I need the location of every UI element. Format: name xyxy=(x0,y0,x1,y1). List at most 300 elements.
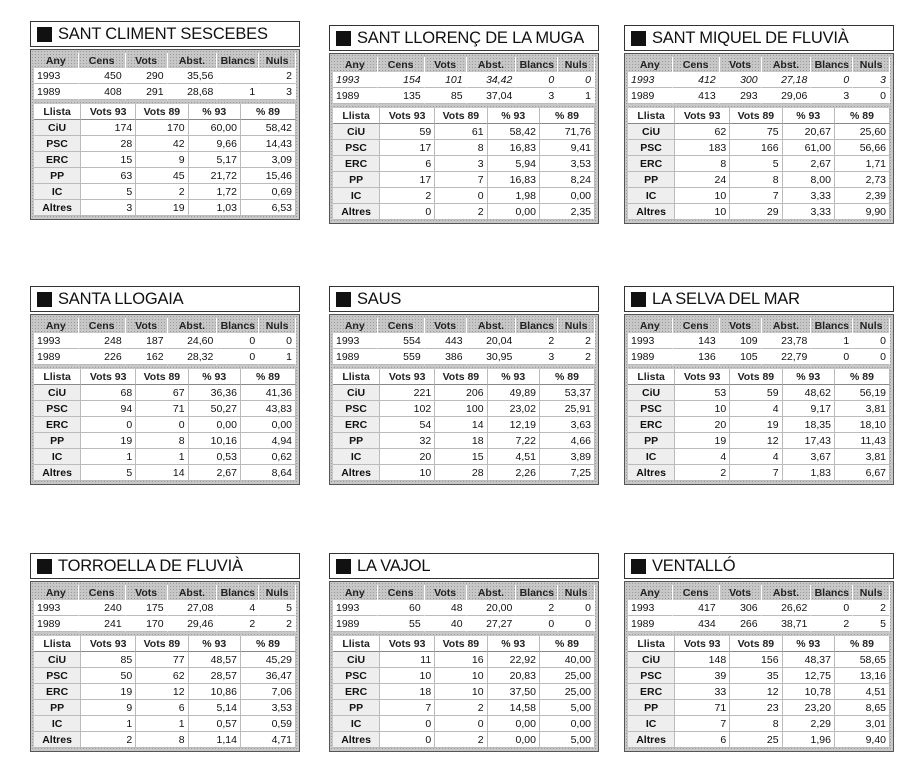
party-row xyxy=(34,433,296,449)
party-value: 16 xyxy=(435,652,487,668)
party-header: Llista xyxy=(34,369,81,385)
party-header: % 89 xyxy=(241,104,296,120)
turnout-cell: 1989 xyxy=(333,88,378,104)
party-row xyxy=(34,700,296,716)
party-header: % 93 xyxy=(189,104,241,120)
party-value: 3,53 xyxy=(241,700,296,716)
party-name: Altres xyxy=(34,200,81,216)
party-value: 12,75 xyxy=(783,668,835,684)
party-value: 10,16 xyxy=(189,433,241,449)
party-value: 50 xyxy=(81,668,136,684)
party-row xyxy=(333,668,595,684)
party-header: Llista xyxy=(34,636,81,652)
party-value: 14 xyxy=(136,465,188,481)
panel-title: VENTALLÓ xyxy=(652,556,736,575)
party-results-table xyxy=(333,108,595,220)
panel-title-bar xyxy=(624,286,894,312)
party-value: 15,46 xyxy=(241,168,296,184)
party-row xyxy=(34,385,296,401)
party-value: 0,00 xyxy=(488,716,540,732)
turnout-cell: 37,04 xyxy=(467,88,517,104)
party-name: Altres xyxy=(628,732,675,748)
turnout-cell: 1993 xyxy=(333,600,378,616)
turnout-cell: 300 xyxy=(720,72,762,88)
party-value: 12 xyxy=(730,433,782,449)
turnout-header: Blancs xyxy=(217,318,259,333)
turnout-cell: 136 xyxy=(673,349,720,365)
party-value: 10,78 xyxy=(783,684,835,700)
turnout-header: Blancs xyxy=(516,318,558,333)
turnout-table xyxy=(34,585,296,632)
turnout-cell: 20,04 xyxy=(467,333,517,349)
party-value: 16,83 xyxy=(488,140,540,156)
party-row xyxy=(628,385,890,401)
party-name: PP xyxy=(34,700,81,716)
party-value: 62 xyxy=(675,124,730,140)
turnout-cell: 1993 xyxy=(628,333,673,349)
party-name: PSC xyxy=(34,401,81,417)
party-value: 174 xyxy=(81,120,136,136)
black-square-icon xyxy=(37,292,52,307)
turnout-cell: 291 xyxy=(126,84,168,100)
turnout-cell: 5 xyxy=(259,600,296,616)
party-value: 33 xyxy=(675,684,730,700)
party-header: Vots 89 xyxy=(435,369,487,385)
party-value: 17,43 xyxy=(783,433,835,449)
party-value: 5,00 xyxy=(540,732,595,748)
party-value: 8,24 xyxy=(540,172,595,188)
panel-title-bar xyxy=(329,25,599,51)
party-value: 22,92 xyxy=(488,652,540,668)
party-value: 25,60 xyxy=(835,124,890,140)
party-header: % 93 xyxy=(783,108,835,124)
turnout-header: Abst. xyxy=(168,53,218,68)
party-row xyxy=(628,668,890,684)
party-value: 43,83 xyxy=(241,401,296,417)
party-header: Vots 93 xyxy=(380,369,435,385)
party-header: Vots 93 xyxy=(675,369,730,385)
party-row xyxy=(333,652,595,668)
party-value: 11 xyxy=(380,652,435,668)
turnout-cell: 2 xyxy=(516,600,558,616)
party-row xyxy=(628,188,890,204)
party-value: 0 xyxy=(435,188,487,204)
turnout-cell: 28,32 xyxy=(168,349,218,365)
party-name: CiU xyxy=(628,124,675,140)
party-row xyxy=(628,716,890,732)
party-value: 4,94 xyxy=(241,433,296,449)
turnout-cell: 0 xyxy=(853,333,890,349)
party-value: 3,81 xyxy=(835,401,890,417)
party-name: PP xyxy=(333,433,380,449)
party-name: IC xyxy=(333,449,380,465)
party-row xyxy=(628,449,890,465)
party-results-table xyxy=(628,636,890,748)
party-value: 1 xyxy=(81,716,136,732)
party-header: Vots 89 xyxy=(730,369,782,385)
party-value: 45 xyxy=(136,168,188,184)
party-header: Vots 89 xyxy=(435,108,487,124)
party-value: 8 xyxy=(136,732,188,748)
party-header: % 93 xyxy=(488,108,540,124)
party-value: 2 xyxy=(380,188,435,204)
turnout-row xyxy=(34,616,296,632)
party-row xyxy=(34,668,296,684)
party-row xyxy=(628,401,890,417)
party-value: 7 xyxy=(675,716,730,732)
party-value: 10,86 xyxy=(189,684,241,700)
turnout-cell: 443 xyxy=(425,333,467,349)
turnout-cell: 40 xyxy=(425,616,467,632)
panel-title-bar xyxy=(30,21,300,47)
party-value: 3,53 xyxy=(540,156,595,172)
party-name: PSC xyxy=(628,401,675,417)
party-row xyxy=(628,204,890,220)
party-value: 9 xyxy=(81,700,136,716)
party-value: 0,00 xyxy=(488,204,540,220)
party-value: 9,17 xyxy=(783,401,835,417)
turnout-cell: 0 xyxy=(516,616,558,632)
turnout-header: Vots xyxy=(720,57,762,72)
turnout-cell: 1 xyxy=(217,84,259,100)
party-value: 3,67 xyxy=(783,449,835,465)
party-value: 17 xyxy=(380,172,435,188)
turnout-cell: 29,06 xyxy=(762,88,812,104)
party-results-table xyxy=(628,369,890,481)
party-value: 2,39 xyxy=(835,188,890,204)
turnout-cell: 1989 xyxy=(333,349,378,365)
party-value: 1 xyxy=(81,449,136,465)
party-header: Vots 89 xyxy=(136,636,188,652)
turnout-cell: 60 xyxy=(378,600,425,616)
party-value: 4,51 xyxy=(835,684,890,700)
party-row xyxy=(628,417,890,433)
party-value: 67 xyxy=(136,385,188,401)
party-value: 39 xyxy=(675,668,730,684)
party-value: 28 xyxy=(81,136,136,152)
party-header: Llista xyxy=(628,369,675,385)
party-value: 0 xyxy=(136,417,188,433)
party-value: 10 xyxy=(435,684,487,700)
turnout-header: Nuls xyxy=(558,585,595,600)
party-row xyxy=(333,433,595,449)
party-value: 42 xyxy=(136,136,188,152)
turnout-cell: 1 xyxy=(259,349,296,365)
turnout-header: Vots xyxy=(126,585,168,600)
turnout-header: Abst. xyxy=(467,57,517,72)
panel-title-bar xyxy=(30,286,300,312)
turnout-header: Nuls xyxy=(259,53,296,68)
turnout-header: Vots xyxy=(425,585,467,600)
party-value: 4 xyxy=(730,401,782,417)
party-value: 5,00 xyxy=(540,700,595,716)
turnout-cell: 1993 xyxy=(628,600,673,616)
turnout-cell: 38,71 xyxy=(762,616,812,632)
party-value: 5 xyxy=(730,156,782,172)
municipality-panel xyxy=(329,25,599,224)
turnout-cell: 386 xyxy=(425,349,467,365)
party-value: 1,98 xyxy=(488,188,540,204)
party-value: 25 xyxy=(730,732,782,748)
party-value: 48,57 xyxy=(189,652,241,668)
turnout-cell: 27,08 xyxy=(168,600,218,616)
party-header: % 93 xyxy=(488,636,540,652)
party-header: Llista xyxy=(34,104,81,120)
party-name: IC xyxy=(34,184,81,200)
party-header: Vots 89 xyxy=(435,636,487,652)
party-value: 0,00 xyxy=(488,732,540,748)
turnout-header: Cens xyxy=(673,57,720,72)
turnout-cell: 0 xyxy=(217,349,259,365)
turnout-row xyxy=(333,349,595,365)
party-value: 61 xyxy=(435,124,487,140)
party-row xyxy=(34,168,296,184)
party-name: ERC xyxy=(34,417,81,433)
party-value: 0,00 xyxy=(540,188,595,204)
party-value: 3,01 xyxy=(835,716,890,732)
turnout-header: Nuls xyxy=(558,318,595,333)
party-header: % 93 xyxy=(783,636,835,652)
party-value: 14,58 xyxy=(488,700,540,716)
party-name: ERC xyxy=(628,417,675,433)
party-value: 6 xyxy=(136,700,188,716)
party-header: Vots 89 xyxy=(136,104,188,120)
party-value: 59 xyxy=(380,124,435,140)
party-row xyxy=(333,716,595,732)
party-value: 2,29 xyxy=(783,716,835,732)
party-row xyxy=(333,124,595,140)
party-value: 9,90 xyxy=(835,204,890,220)
party-value: 36,36 xyxy=(189,385,241,401)
panel-title-bar xyxy=(329,553,599,579)
turnout-cell: 4 xyxy=(217,600,259,616)
party-value: 35 xyxy=(730,668,782,684)
party-value: 18 xyxy=(435,433,487,449)
party-value: 3,63 xyxy=(540,417,595,433)
party-value: 6,53 xyxy=(241,200,296,216)
turnout-header: Any xyxy=(628,585,673,600)
party-row xyxy=(34,465,296,481)
party-value: 18,35 xyxy=(783,417,835,433)
party-value: 19 xyxy=(675,433,730,449)
party-value: 37,50 xyxy=(488,684,540,700)
party-name: IC xyxy=(628,449,675,465)
party-value: 2 xyxy=(435,700,487,716)
turnout-cell: 0 xyxy=(558,600,595,616)
results-grid xyxy=(624,581,894,752)
party-value: 23,02 xyxy=(488,401,540,417)
turnout-header: Any xyxy=(333,585,378,600)
turnout-header: Vots xyxy=(720,318,762,333)
turnout-header: Cens xyxy=(79,585,126,600)
party-value: 54 xyxy=(380,417,435,433)
party-value: 8 xyxy=(730,716,782,732)
turnout-table xyxy=(333,318,595,365)
party-value: 11,43 xyxy=(835,433,890,449)
turnout-cell: 3 xyxy=(811,88,853,104)
turnout-table xyxy=(628,585,890,632)
party-name: IC xyxy=(333,188,380,204)
party-header: % 93 xyxy=(783,369,835,385)
party-value: 10 xyxy=(675,204,730,220)
party-header: % 93 xyxy=(488,369,540,385)
party-value: 15 xyxy=(81,152,136,168)
turnout-header: Blancs xyxy=(811,585,853,600)
party-value: 0,62 xyxy=(241,449,296,465)
party-value: 48,62 xyxy=(783,385,835,401)
party-name: PP xyxy=(628,433,675,449)
turnout-row xyxy=(628,88,890,104)
turnout-header: Blancs xyxy=(516,57,558,72)
turnout-header: Nuls xyxy=(853,57,890,72)
party-value: 7,25 xyxy=(540,465,595,481)
turnout-header: Cens xyxy=(378,585,425,600)
turnout-row xyxy=(34,333,296,349)
turnout-header: Any xyxy=(333,318,378,333)
party-value: 77 xyxy=(136,652,188,668)
party-value: 10 xyxy=(675,188,730,204)
turnout-cell: 27,18 xyxy=(762,72,812,88)
party-name: Altres xyxy=(34,732,81,748)
party-value: 3,81 xyxy=(835,449,890,465)
party-value: 1,83 xyxy=(783,465,835,481)
turnout-header: Vots xyxy=(126,318,168,333)
party-name: CiU xyxy=(628,652,675,668)
turnout-cell: 248 xyxy=(79,333,126,349)
turnout-header: Abst. xyxy=(762,57,812,72)
party-value: 49,89 xyxy=(488,385,540,401)
turnout-header: Cens xyxy=(378,57,425,72)
party-value: 23,20 xyxy=(783,700,835,716)
turnout-cell: 1989 xyxy=(628,88,673,104)
party-value: 20 xyxy=(675,417,730,433)
party-name: ERC xyxy=(628,156,675,172)
turnout-header: Blancs xyxy=(811,318,853,333)
party-row xyxy=(34,136,296,152)
turnout-cell: 3 xyxy=(516,88,558,104)
party-value: 7 xyxy=(730,465,782,481)
turnout-cell: 412 xyxy=(673,72,720,88)
party-value: 71 xyxy=(136,401,188,417)
party-value: 63 xyxy=(81,168,136,184)
party-name: PSC xyxy=(333,668,380,684)
party-value: 5,14 xyxy=(189,700,241,716)
turnout-row xyxy=(628,616,890,632)
turnout-header: Blancs xyxy=(217,53,259,68)
results-grid xyxy=(30,314,300,485)
party-value: 1,71 xyxy=(835,156,890,172)
party-header: % 89 xyxy=(241,369,296,385)
party-header: % 89 xyxy=(540,369,595,385)
party-row xyxy=(333,732,595,748)
party-value: 6,67 xyxy=(835,465,890,481)
party-header: Llista xyxy=(628,636,675,652)
turnout-header: Abst. xyxy=(168,318,218,333)
panel-title: SANT MIQUEL DE FLUVIÀ xyxy=(652,28,849,47)
panel-title: LA VAJOL xyxy=(357,556,431,575)
panel-title-bar xyxy=(624,25,894,51)
party-name: ERC xyxy=(333,417,380,433)
party-row xyxy=(34,152,296,168)
turnout-cell: 0 xyxy=(811,72,853,88)
turnout-cell: 24,60 xyxy=(168,333,218,349)
turnout-cell: 170 xyxy=(126,616,168,632)
turnout-header: Cens xyxy=(79,318,126,333)
party-name: IC xyxy=(34,716,81,732)
party-row xyxy=(34,449,296,465)
party-results-table xyxy=(34,636,296,748)
party-value: 1,14 xyxy=(189,732,241,748)
turnout-cell: 0 xyxy=(259,333,296,349)
party-value: 19 xyxy=(136,200,188,216)
party-name: PP xyxy=(34,168,81,184)
party-value: 36,47 xyxy=(241,668,296,684)
party-header: % 89 xyxy=(835,108,890,124)
party-name: ERC xyxy=(333,684,380,700)
turnout-cell: 1993 xyxy=(333,72,378,88)
turnout-cell: 2 xyxy=(217,616,259,632)
turnout-header: Nuls xyxy=(259,318,296,333)
party-value: 19 xyxy=(81,433,136,449)
party-value: 8 xyxy=(136,433,188,449)
turnout-header: Cens xyxy=(79,53,126,68)
turnout-cell: 1 xyxy=(811,333,853,349)
turnout-cell: 154 xyxy=(378,72,425,88)
turnout-cell: 105 xyxy=(720,349,762,365)
turnout-header: Abst. xyxy=(168,585,218,600)
turnout-table xyxy=(333,57,595,104)
municipality-panel xyxy=(624,553,894,752)
party-row xyxy=(628,433,890,449)
party-value: 0,00 xyxy=(540,716,595,732)
party-value: 8 xyxy=(435,140,487,156)
turnout-cell: 434 xyxy=(673,616,720,632)
party-header: Llista xyxy=(628,108,675,124)
party-value: 15 xyxy=(435,449,487,465)
party-name: PSC xyxy=(34,668,81,684)
turnout-cell: 2 xyxy=(811,616,853,632)
party-row xyxy=(34,732,296,748)
turnout-row xyxy=(333,72,595,88)
party-results-table xyxy=(34,104,296,216)
turnout-header: Cens xyxy=(673,585,720,600)
turnout-cell: 3 xyxy=(259,84,296,100)
turnout-row xyxy=(333,88,595,104)
black-square-icon xyxy=(336,31,351,46)
turnout-row xyxy=(34,600,296,616)
turnout-row xyxy=(333,333,595,349)
turnout-cell: 162 xyxy=(126,349,168,365)
party-value: 8,64 xyxy=(241,465,296,481)
party-name: CiU xyxy=(34,120,81,136)
panel-title: SAUS xyxy=(357,289,402,308)
turnout-header: Abst. xyxy=(467,318,517,333)
municipality-panel xyxy=(30,21,300,220)
party-row xyxy=(628,172,890,188)
party-value: 8,65 xyxy=(835,700,890,716)
party-value: 7,06 xyxy=(241,684,296,700)
party-value: 2 xyxy=(136,184,188,200)
party-value: 2 xyxy=(435,204,487,220)
party-value: 58,42 xyxy=(488,124,540,140)
party-value: 0,00 xyxy=(189,417,241,433)
party-value: 58,65 xyxy=(835,652,890,668)
party-name: PP xyxy=(333,172,380,188)
panel-title-bar xyxy=(329,286,599,312)
turnout-cell: 290 xyxy=(126,68,168,84)
black-square-icon xyxy=(336,292,351,307)
municipality-panel xyxy=(624,25,894,224)
